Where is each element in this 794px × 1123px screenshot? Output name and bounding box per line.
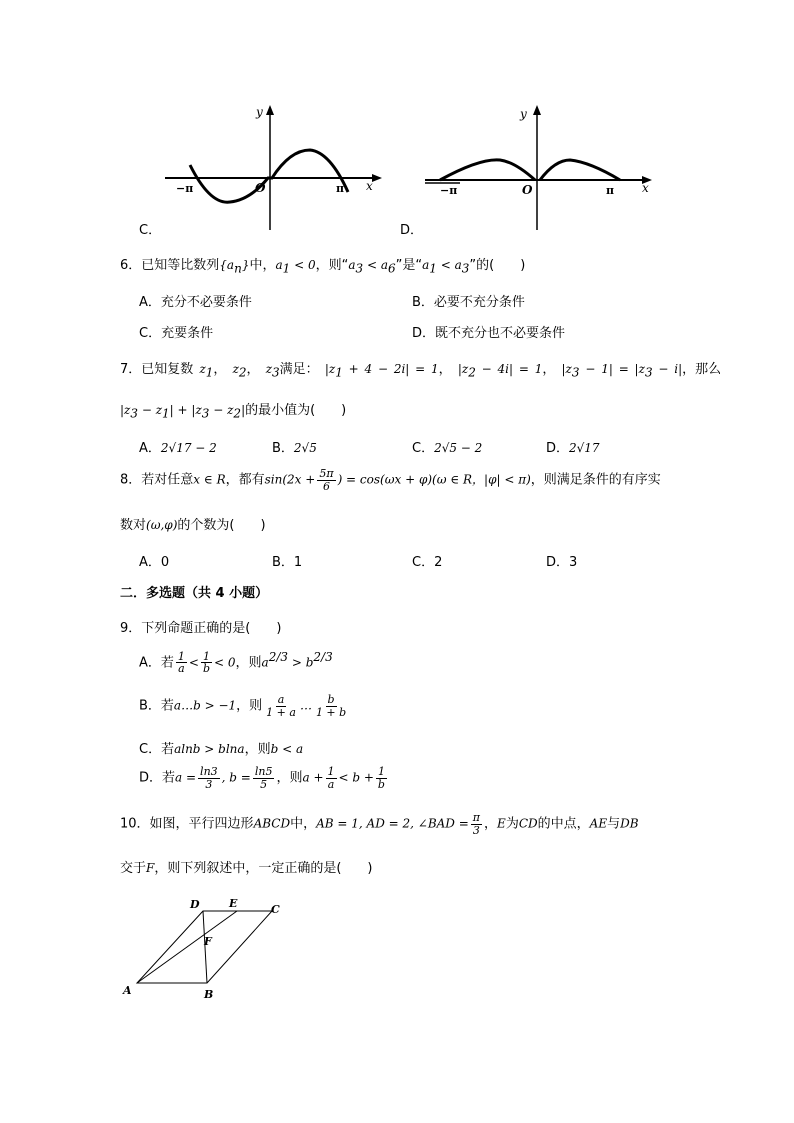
q10-number: 10．: [120, 816, 150, 832]
q9-option-b[interactable]: B．若a…b > −1，则 $\frac{a}{1 + a}$ … $\frac{b}{1 + b}$: [139, 693, 347, 719]
q6-number: 6．: [120, 258, 142, 273]
q6-option-b[interactable]: B．必要不充分条件: [412, 295, 525, 310]
q8-stem-line2: 数对(ω,φ)的个数为( ): [120, 518, 266, 533]
graph-c-origin: O: [255, 181, 266, 195]
q10-stem-line1: 10．如图，平行四边形ABCD中，AB = 1, AD = 2, ∠BAD = $\frac{\pi}{3}$ ，E为CD的中点，AE与DB: [120, 811, 639, 837]
q7-stem-line2: $|z_3 - z_1| + |z_3 - z_2|$的最小值为( ): [120, 403, 347, 421]
graph-d-origin: O: [522, 183, 533, 197]
graph-d-x-label: x: [642, 181, 649, 195]
graph-d-pi: π: [606, 184, 615, 197]
parallelogram-figure: [115, 893, 295, 1005]
q9-stem: 9．下列命题正确的是( ): [120, 621, 282, 636]
q5-option-c[interactable]: C．: [139, 223, 162, 238]
vertex-d-label: D: [190, 898, 200, 911]
q8-stem-line1: 8．若对任意x ∈ R，都有sin(2x + $\frac{5\pi}{6}$ ) = cos(ωx + φ)(ω ∈ R，|φ| < π)，则满足条件的有序实: [120, 467, 661, 493]
q9-number: 9．: [120, 621, 142, 636]
q9-option-a[interactable]: A．若 $\frac{1}{a}$ < $\frac{1}{b}$ < 0，则$a^{2/3} > b^{2/3}$: [139, 649, 333, 676]
graph-c-y-label: y: [256, 105, 263, 119]
vertex-a-label: A: [123, 984, 132, 997]
q7-option-b[interactable]: B．2√5: [272, 441, 317, 456]
vertex-b-label: B: [204, 988, 214, 1001]
q8-option-c[interactable]: C．2: [412, 555, 443, 570]
graph-c-x-label: x: [366, 179, 373, 193]
graph-d: [420, 100, 660, 235]
q7-number: 7．: [120, 362, 142, 377]
q7-option-c[interactable]: C．2√5 − 2: [412, 441, 483, 456]
q8-option-b[interactable]: B．1: [272, 555, 303, 570]
q5-option-d[interactable]: D．: [400, 223, 424, 238]
q10-stem-line2: 交于F，则下列叙述中，一定正确的是( ): [120, 861, 373, 876]
point-e-label: E: [229, 897, 238, 910]
graph-c: [160, 100, 390, 235]
q6-option-c[interactable]: C．充要条件: [139, 326, 214, 341]
q8-option-a[interactable]: A．0: [139, 555, 170, 570]
graph-c-neg-pi: −π: [176, 182, 194, 195]
q6-option-a[interactable]: A．充分不必要条件: [139, 295, 252, 310]
graph-d-y-label: y: [520, 107, 527, 121]
q7-stem-line1: 7．已知复数 $z_1$， $z_2$， $z_3$满足： $|z_1 + 4 - 2i| = 1$， $|z_2 - 4i| = 1$， $|z_3 - 1| = |z_3 - i|$，那么: [120, 362, 722, 380]
q6-option-d[interactable]: D．既不充分也不必要条件: [412, 326, 566, 341]
q9-option-d[interactable]: D．若a = $\frac{\ln 3}{3}$ , b = $\frac{\ln 5}{5}$ ，则a + $\frac{1}{a}$ < b + $\frac{1}{b}$: [139, 765, 385, 791]
q7-option-d[interactable]: D．2√17: [546, 441, 600, 456]
q8-option-d[interactable]: D．3: [546, 555, 578, 570]
section-heading: 二．多选题（共 4 小题）: [120, 586, 269, 601]
q8-number: 8．: [120, 472, 142, 488]
q7-option-a[interactable]: A．2√17 − 2: [139, 441, 217, 456]
graph-d-neg-pi: −π: [440, 184, 458, 197]
vertex-c-label: C: [271, 903, 280, 916]
graph-c-pi: π: [336, 182, 345, 195]
q9-option-c[interactable]: C．若alnb > blna，则b < a: [139, 742, 304, 757]
point-f-label: F: [204, 935, 212, 948]
q6-stem: 6．已知等比数列$\{a_n\}$中，$a_1 < 0$，则“$a_3 < a_6$”是“$a_1 < a_3$”的( ): [120, 258, 526, 276]
